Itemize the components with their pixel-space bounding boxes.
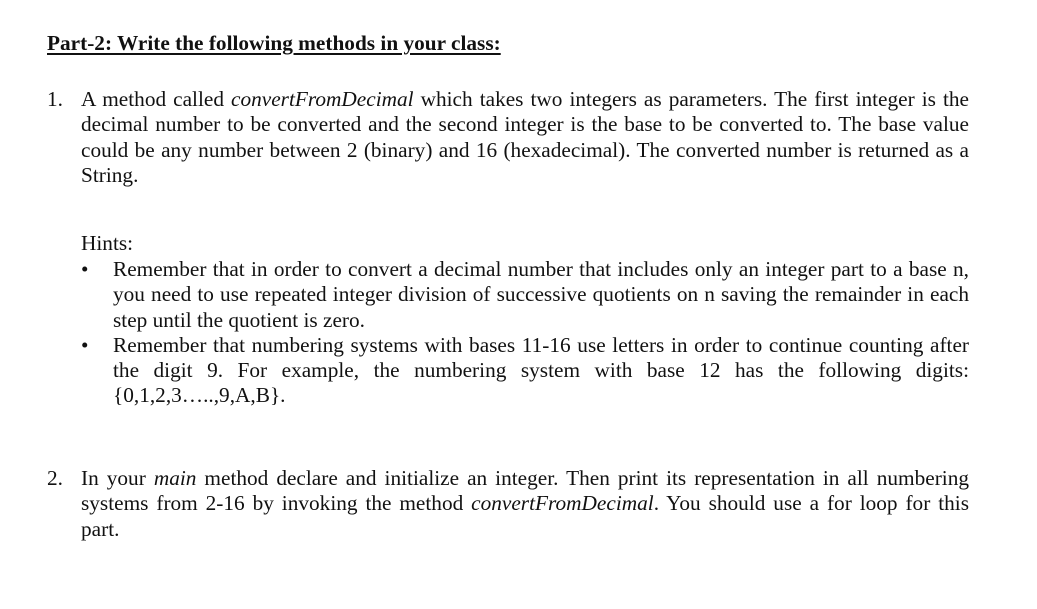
- list-item-text: [81, 466, 969, 542]
- bullet-icon: •: [81, 257, 89, 281]
- text-segment: which takes two integers as parameters. The first integer is the decimal number to be converted and the second integer is the base to be converted to. The base value could be any number between 2 (binary) and 16 (hexadecimal). The converted number is returned as a String.: [81, 87, 969, 187]
- text-segment: . You should use a for loop for this part.: [81, 491, 969, 541]
- method-name: convertFromDecimal: [471, 491, 654, 516]
- hint-text: Remember that numbering systems with bases 11-16 use letters in order to continue counting after the digit 9. For example, the numbering system with base 12 has the following digits: {0,1,2,3…..,9,A,B}.: [113, 332, 969, 408]
- list-item-number: 1.: [47, 87, 63, 111]
- list-item-text: [81, 87, 969, 188]
- bullet-icon: •: [81, 332, 89, 357]
- hint-bullet-item: [81, 333, 969, 409]
- text-segment: method declare and initialize an integer. Then print its representation in all numbering systems from 2-16 by invoking the method: [81, 466, 969, 516]
- text-segment: In your: [81, 466, 154, 490]
- list-item-number: 2.: [47, 466, 63, 490]
- hint-text: Remember that in order to convert a decimal number that includes only an integer part to a base n, you need to use repeated integer division of successive quotients on n saving the remainder in each step until the quotient is zero.: [113, 257, 969, 332]
- hints-list: [81, 257, 969, 409]
- hints-label: Hints:: [81, 231, 134, 255]
- section-heading: Part-2: Write the following methods in your class:: [47, 31, 501, 55]
- list-item-2: [47, 466, 969, 542]
- hint-bullet-item: [81, 257, 969, 333]
- method-name: convertFromDecimal: [231, 87, 414, 111]
- text-segment: A method called: [81, 87, 232, 111]
- list-item-1: [47, 87, 969, 188]
- main-keyword: main: [153, 466, 197, 490]
